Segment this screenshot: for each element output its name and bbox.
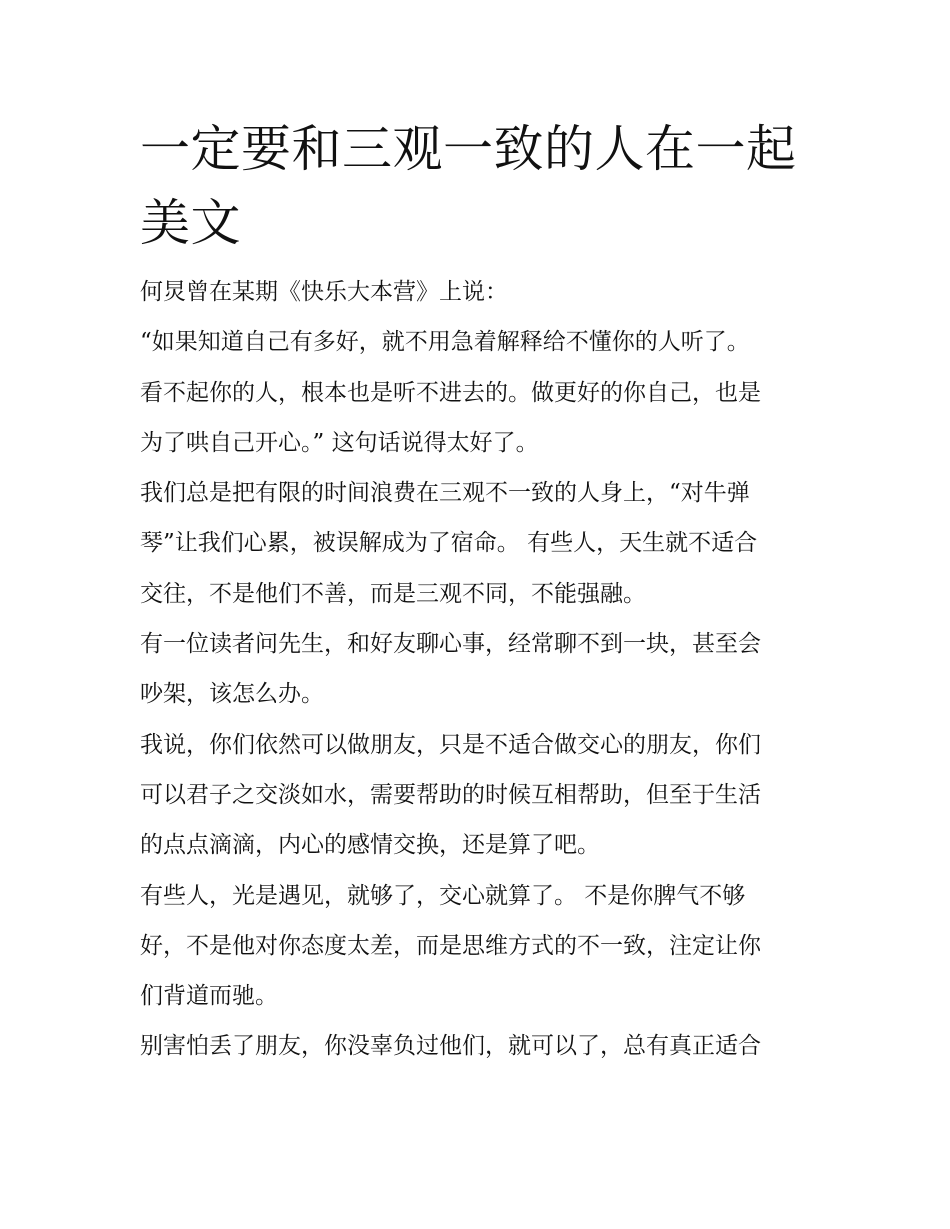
text-line: 好，不是他对你态度太差，而是思维方式的不一致，注定让你 [140, 932, 761, 959]
text-line: 的点点滴滴，内心的感情交换，还是算了吧。 [140, 832, 600, 859]
title-line: 一定要和三观一致的人在一起 [140, 120, 797, 178]
article-body [140, 280, 812, 1059]
text-line: 有一位读者问先生，和好友聊心事，经常聊不到一块，甚至会 [140, 631, 761, 658]
text-line: 可以君子之交淡如水，需要帮助的时候互相帮助，但至于生活 [140, 781, 761, 808]
page-title [140, 112, 812, 260]
text-line: 吵架，该怎么办。 [140, 681, 324, 708]
text-line: 交往，不是他们不善，而是三观不同，不能强融。 [140, 580, 646, 607]
text-line: 我说，你们依然可以做朋友，只是不适合做交心的朋友，你们 [140, 731, 761, 758]
title-line: 美文 [140, 194, 241, 252]
text-line: 看不起你的人，根本也是听不进去的。做更好的你自己，也是 [140, 379, 761, 406]
text-line: 有些人，光是遇见，就够了，交心就算了。 不是你脾气不够 [140, 882, 746, 909]
text-line: “如果知道自己有多好，就不用急着解释给不懂你的人听了。 [140, 329, 750, 356]
document-page [140, 112, 812, 1085]
text-line: 何炅曾在某期《快乐大本营》上说： [140, 279, 508, 305]
text-line: 别害怕丢了朋友，你没辜负过他们，就可以了，总有真正适合 [140, 1033, 761, 1060]
text-line: 琴”让我们心累，被误解成为了宿命。 有些人，天生就不适合 [140, 530, 758, 557]
text-line: 我们总是把有限的时间浪费在三观不一致的人身上，“对牛弹 [140, 480, 750, 507]
text-line: 为了哄自己开心。” 这句话说得太好了。 [140, 429, 539, 456]
text-line: 们背道而驰。 [140, 983, 278, 1010]
